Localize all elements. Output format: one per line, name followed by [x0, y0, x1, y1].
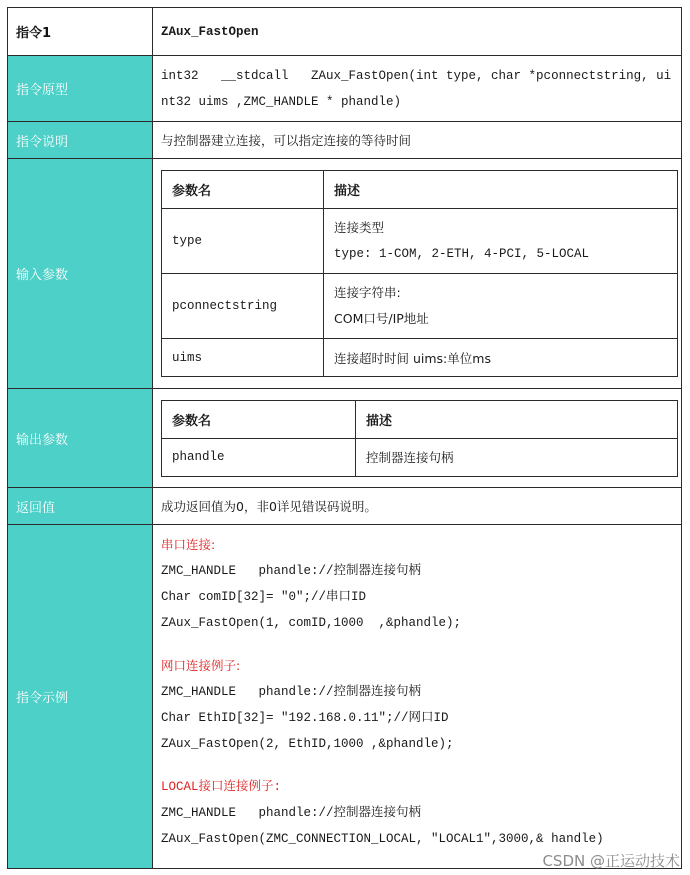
table-row	[162, 339, 678, 377]
param-name: pconnectstring	[162, 274, 324, 339]
return-value-row	[8, 488, 682, 525]
param-name: phandle	[162, 438, 356, 476]
table-row	[162, 209, 678, 274]
prototype-value	[153, 56, 682, 122]
api-doc-table	[7, 7, 682, 869]
input-col-name: 参数名	[162, 171, 324, 209]
table-row	[162, 438, 678, 476]
code-line: ZMC_HANDLE phandle://控制器连接句柄	[161, 564, 422, 578]
input-params-cell	[153, 159, 682, 389]
param-desc: 控制器连接句柄	[356, 438, 678, 476]
output-col-name: 参数名	[162, 400, 356, 438]
prototype-line-2: nt32 uims ,ZMC_HANDLE * phandle)	[161, 94, 402, 109]
input-params-header	[162, 171, 678, 209]
code-line: ZAux_FastOpen(1, comID,1000 ,&phandle);	[161, 616, 462, 630]
param-desc	[324, 209, 678, 274]
description-row	[8, 122, 682, 159]
example-row	[8, 525, 682, 869]
return-value-label: 返回值	[8, 488, 153, 525]
return-value-text: 成功返回值为0，非0详见错误码说明。	[153, 488, 682, 525]
code-line: ZAux_FastOpen(ZMC_CONNECTION_LOCAL, "LOCAL1",3000,& handle)	[161, 832, 604, 846]
code-line: Char comID[32]= "0";//串口ID	[161, 590, 367, 604]
param-desc: 连接超时时间 uims:单位ms	[324, 339, 678, 377]
input-params-table	[161, 170, 678, 377]
output-params-header	[162, 400, 678, 438]
code-line: ZMC_HANDLE phandle://控制器连接句柄	[161, 806, 422, 820]
table-row	[162, 274, 678, 339]
param-desc-line: 连接字符串:	[334, 285, 401, 300]
code-line: ZAux_FastOpen(2, EthID,1000 ,&phandle);	[161, 737, 454, 751]
input-params-row	[8, 159, 682, 389]
param-desc-line: 连接类型	[334, 220, 385, 235]
command-name: ZAux_FastOpen	[153, 8, 682, 56]
param-name: uims	[162, 339, 324, 377]
header-row	[8, 8, 682, 56]
command-index-label: 指令1	[8, 8, 153, 56]
example-local-title: LOCAL接口连接例子:	[161, 780, 282, 794]
output-params-label: 输出参数	[8, 389, 153, 488]
example-label: 指令示例	[8, 525, 153, 869]
prototype-label: 指令原型	[8, 56, 153, 122]
input-col-desc: 描述	[324, 171, 678, 209]
param-desc-line: type: 1-COM, 2-ETH, 4-PCI, 5-LOCAL	[334, 247, 590, 261]
param-desc	[324, 274, 678, 339]
output-params-cell	[153, 389, 682, 488]
input-params-label: 输入参数	[8, 159, 153, 389]
prototype-row	[8, 56, 682, 122]
example-serial-title: 串口连接:	[161, 537, 216, 552]
param-desc-line: COM口号/IP地址	[334, 311, 429, 326]
code-line: Char EthID[32]= "192.168.0.11";//网口ID	[161, 711, 449, 725]
output-params-table	[161, 400, 678, 477]
csdn-watermark: CSDN @正运动技术	[542, 852, 680, 870]
output-params-row	[8, 389, 682, 488]
example-ethernet-title: 网口连接例子:	[161, 658, 241, 673]
example-code	[153, 525, 682, 869]
code-line: ZMC_HANDLE phandle://控制器连接句柄	[161, 685, 422, 699]
param-name: type	[162, 209, 324, 274]
prototype-line-1: int32 __stdcall ZAux_FastOpen(int type, char *pconnectstring, ui	[161, 68, 672, 83]
description-label: 指令说明	[8, 122, 153, 159]
description-text: 与控制器建立连接，可以指定连接的等待时间	[153, 122, 682, 159]
output-col-desc: 描述	[356, 400, 678, 438]
